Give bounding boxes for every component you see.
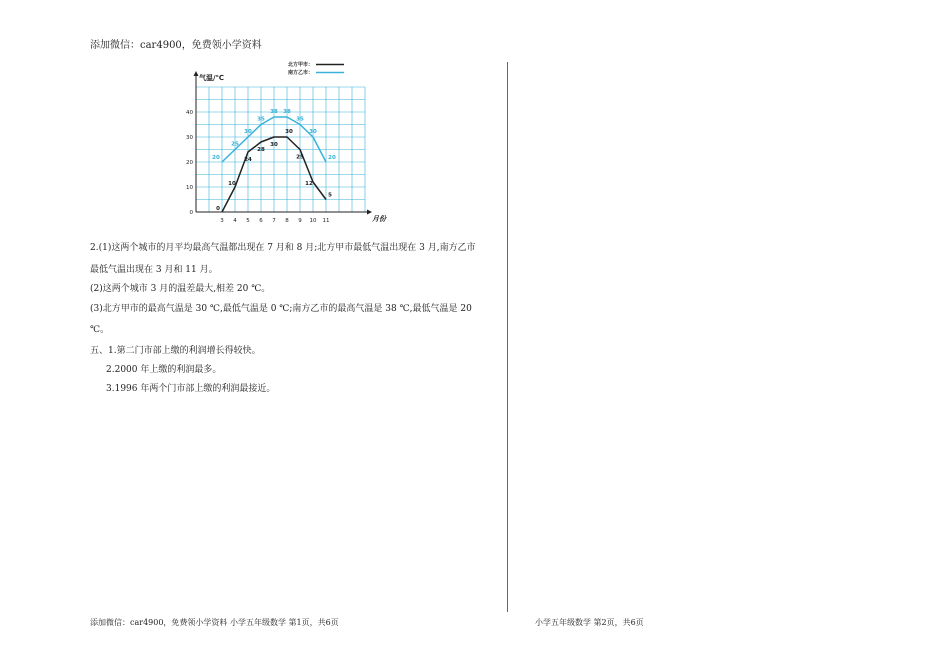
x-axis-arrow	[367, 210, 372, 215]
answer-q5-1: 五、1.第二门市部上缴的利润增长得较快。	[90, 346, 261, 356]
data-label-south: 35	[257, 116, 265, 123]
data-label-south: 38	[270, 109, 278, 115]
data-label-north: 5	[328, 192, 332, 199]
footer-left: 添加微信：car4900，免费领小学资料 小学五年级数学 第1页，共6页	[90, 618, 339, 627]
x-tick-label: 6	[259, 218, 263, 224]
answer-q5-2: 2.2000 年上缴的利润最多。	[106, 365, 222, 375]
x-axis-label: 月份	[372, 215, 386, 223]
footer-right: 小学五年级数学 第2页，共6页	[535, 618, 644, 627]
data-label-south: 38	[283, 109, 291, 115]
data-label-south: 25	[231, 141, 239, 148]
x-tick-label: 8	[285, 218, 289, 224]
x-tick-label: 7	[272, 218, 276, 224]
temperature-line-chart	[185, 60, 400, 230]
answer-q2-2: (2)这两个城市 3 月的温差最大,相差 20 ℃。	[90, 284, 271, 294]
y-tick-label: 0	[189, 210, 193, 216]
data-label-north: 24	[244, 157, 252, 163]
answer-q2-3-line2: ℃。	[90, 325, 110, 335]
x-tick-label: 10	[309, 218, 317, 224]
legend-label: 南方乙市：	[287, 70, 313, 76]
data-label-north: 10	[228, 181, 236, 187]
legend-label: 北方甲市：	[287, 62, 313, 68]
answer-q2-1-line1: 2.(1)这两个城市的月平均最高气温都出现在 7 月和 8 月;北方甲市最低气温出现在 3 月,南方乙市	[90, 243, 476, 253]
x-tick-label: 5	[246, 218, 250, 224]
chart-legend	[288, 61, 344, 76]
y-axis-label: 气温/℃	[199, 74, 225, 82]
answer-q2-1-line2: 最低气温出现在 3 月和 11 月。	[90, 265, 218, 275]
x-tick-label: 11	[322, 218, 330, 224]
y-tick-label: 30	[186, 135, 193, 141]
data-label-south: 30	[309, 129, 317, 135]
answer-q2-3-line1: (3)北方甲市的最高气温是 30 ℃,最低气温是 0 ℃;南方乙市的最高气温是 38 ℃,最低气温是 20	[90, 304, 472, 314]
answer-q5-3: 3.1996 年两个门市部上缴的利润最接近。	[106, 384, 276, 394]
data-label-south: 30	[244, 129, 252, 135]
y-tick-label: 40	[186, 110, 193, 116]
data-label-north: 28	[257, 147, 265, 153]
y-tick-label: 20	[186, 160, 193, 166]
x-tick-label: 3	[220, 218, 224, 224]
header-note: 添加微信：car4900，免费领小学资料	[90, 40, 262, 51]
chart-grid	[196, 87, 365, 212]
data-label-north: 12	[305, 181, 313, 187]
data-label-south: 20	[212, 155, 220, 161]
data-label-north: 30	[285, 129, 293, 135]
chart-axes	[194, 71, 373, 215]
data-label-south: 35	[296, 116, 304, 123]
y-tick-label: 10	[186, 185, 193, 191]
data-label-north: 25	[296, 154, 304, 161]
data-label-south: 20	[328, 155, 336, 161]
data-label-north: 30	[270, 142, 278, 148]
x-tick-label: 4	[233, 218, 237, 224]
data-label-north: 0	[216, 206, 220, 212]
page-divider	[507, 62, 508, 612]
x-tick-label: 9	[298, 218, 302, 224]
y-axis-arrow	[194, 71, 199, 76]
